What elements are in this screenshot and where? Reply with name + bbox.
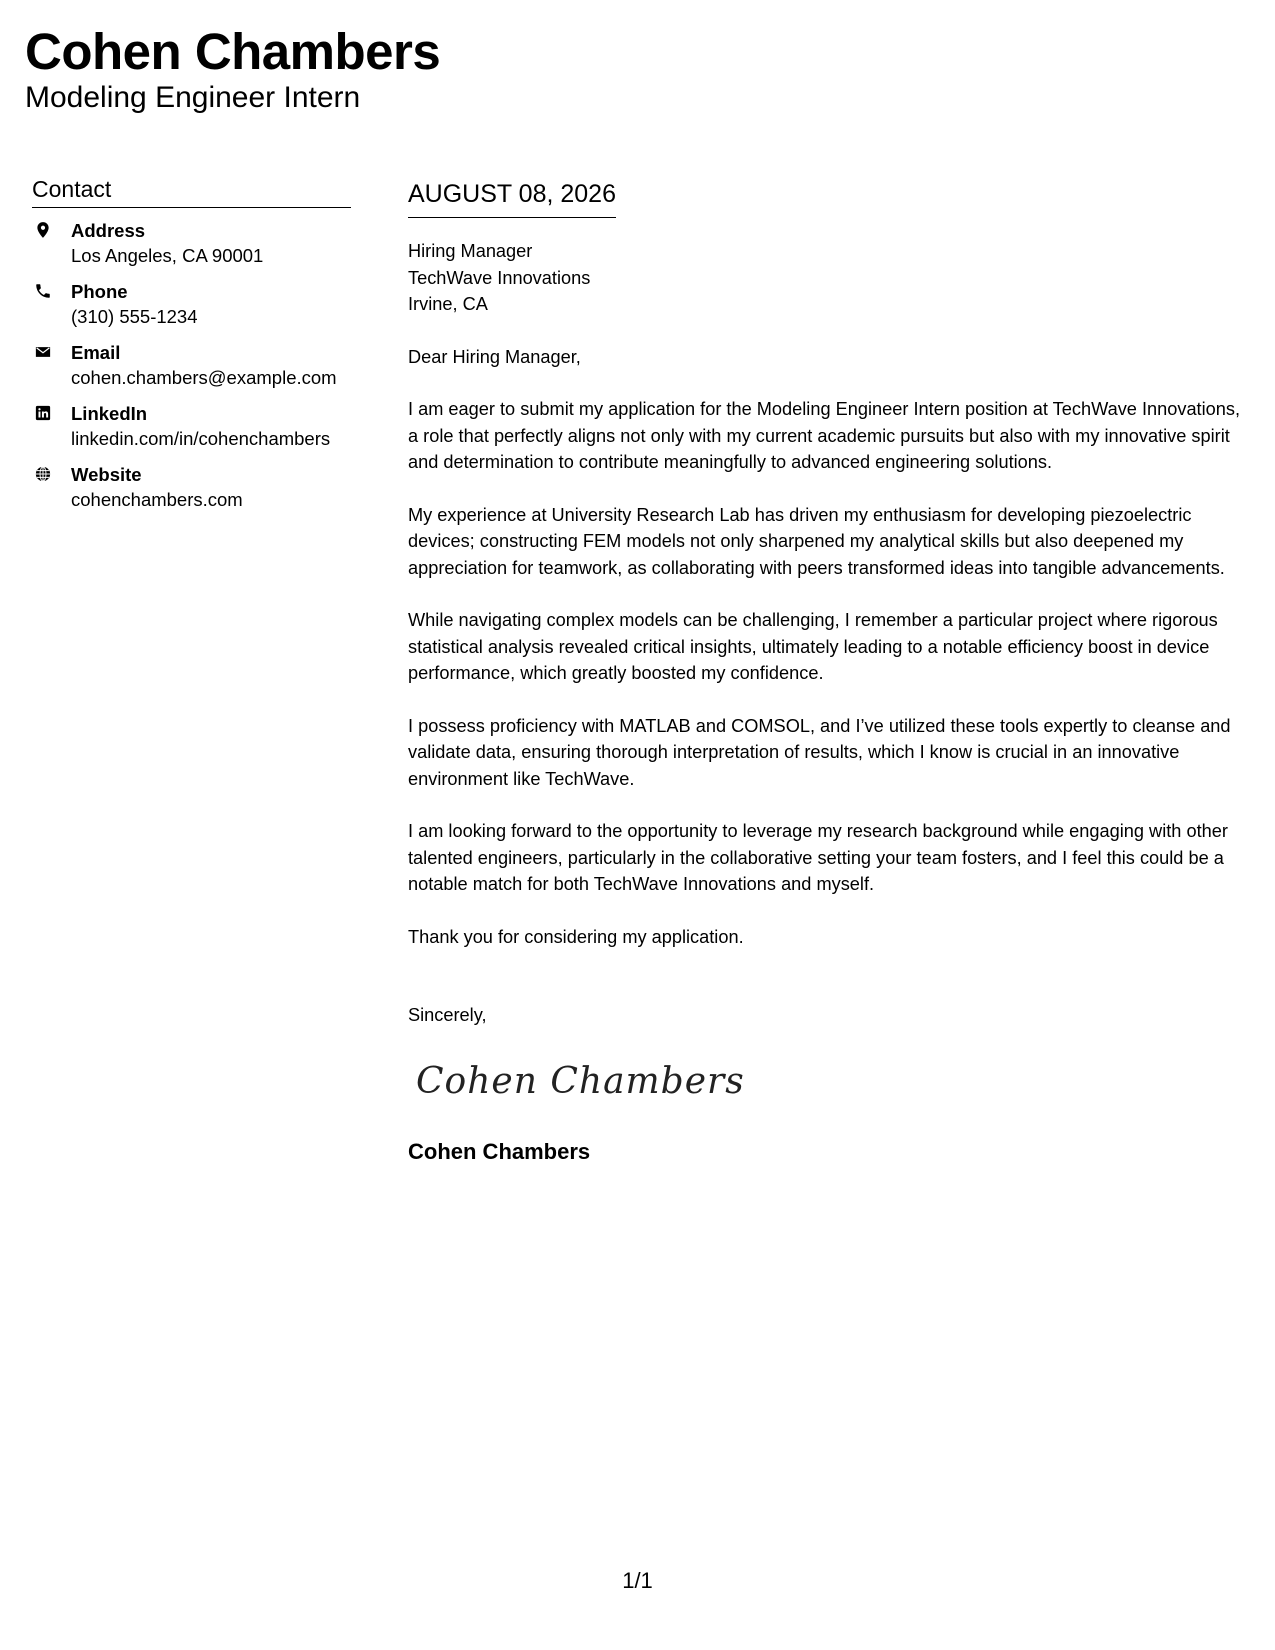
contact-label: Address bbox=[71, 220, 146, 241]
contact-item-address bbox=[32, 218, 351, 268]
contact-sidebar bbox=[32, 174, 351, 523]
contact-value: (310) 555-1234 bbox=[71, 306, 198, 327]
letter-paragraph: I am eager to submit my application for the Modeling Engineer Intern position at TechWave Innovations, a role that perfectly aligns not only with my current academic pursuits but also with my innovative spirit and determination to contribute meaningfully to advanced engineering solutions. bbox=[408, 399, 1241, 472]
recipient-company: TechWave Innovations bbox=[408, 267, 591, 288]
contact-value: Los Angeles, CA 90001 bbox=[71, 245, 264, 266]
letter-paragraph: Thank you for considering my application. bbox=[408, 926, 744, 947]
contact-item-website bbox=[32, 462, 351, 512]
location-pin-icon bbox=[34, 221, 52, 239]
contact-item-email bbox=[32, 340, 351, 390]
contact-value[interactable]: cohen.chambers@example.com bbox=[71, 367, 337, 388]
letter-paragraph: While navigating complex models can be challenging, I remember a particular project where rigorous statistical analysis revealed critical insights, ultimately leading to a notable efficiency boost in device performance, which greatly boosted my confidence. bbox=[408, 610, 1218, 683]
globe-icon bbox=[34, 465, 52, 483]
cover-letter-body bbox=[408, 178, 1248, 1166]
contact-item-phone bbox=[32, 279, 351, 329]
letter-paragraph: I am looking forward to the opportunity to leverage my research background while engaging with other talented engineers, particularly in the collaborative setting your team fosters, and I feel this could be a notable match for both TechWave Innovations and myself. bbox=[408, 821, 1228, 894]
recipient-block bbox=[408, 238, 1248, 318]
letter-date: AUGUST 08, 2026 bbox=[408, 178, 616, 218]
signature-image: Cohen Chambers bbox=[416, 1060, 745, 1102]
contact-value[interactable]: linkedin.com/in/cohenchambers bbox=[71, 428, 331, 449]
job-title: Modeling Engineer Intern bbox=[25, 81, 361, 114]
contact-label: Phone bbox=[71, 281, 128, 302]
contact-label: Email bbox=[71, 342, 121, 363]
recipient-location: Irvine, CA bbox=[408, 294, 488, 314]
contact-label: Website bbox=[71, 464, 142, 485]
signed-name: Cohen Chambers bbox=[408, 1138, 591, 1164]
letter-paragraph: I possess proficiency with MATLAB and COMSOL, and I’ve utilized these tools expertly to cleanse and validate data, ensuring thorough interpretation of results, which I know is crucial in an innovative environment like TechWave. bbox=[408, 715, 1231, 789]
page-number: 1/1 bbox=[622, 1568, 653, 1593]
recipient-title: Hiring Manager bbox=[408, 241, 533, 261]
contact-value[interactable]: cohenchambers.com bbox=[71, 489, 243, 510]
contact-label: LinkedIn bbox=[71, 403, 148, 424]
applicant-name: Cohen Chambers bbox=[25, 23, 441, 80]
linkedin-icon bbox=[34, 404, 52, 422]
contact-item-linkedin bbox=[32, 401, 351, 451]
letter-paragraph: My experience at University Research Lab has driven my enthusiasm for developing piezoelectric devices; constructing FEM models not only sharpened my analytical skills but also deepened my appreciation for teamwork, as collaborating with peers transformed ideas into tangible advancements. bbox=[408, 504, 1225, 578]
contact-heading: Contact bbox=[32, 174, 351, 208]
greeting: Dear Hiring Manager, bbox=[408, 346, 581, 367]
resume-header bbox=[25, 18, 440, 116]
envelope-icon bbox=[34, 343, 52, 361]
closing: Sincerely, bbox=[408, 1005, 487, 1025]
phone-icon bbox=[34, 282, 52, 300]
